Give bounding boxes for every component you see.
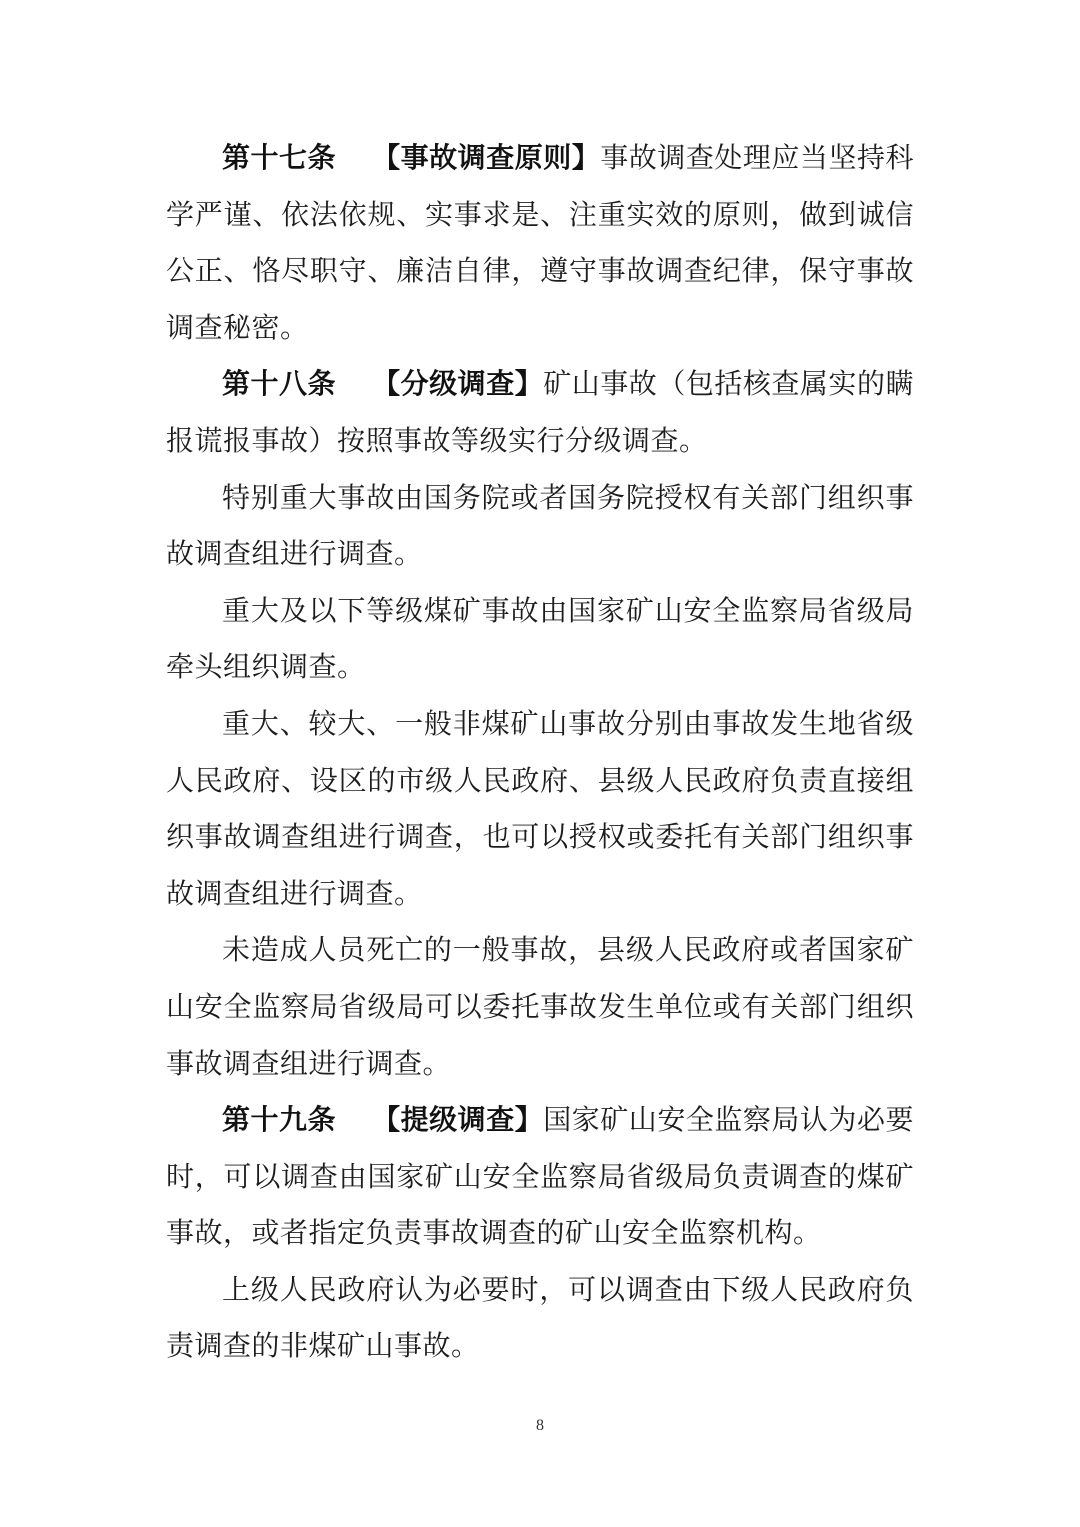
article-19-paragraph — [166, 1092, 914, 1262]
article-17-text: 事故调查处理应当坚持科学严谨、依法依规、实事求是、注重实效的原则，做到诚信公正、恪尽职守、廉洁自律，遵守事故调查纪律，保守事故调查秘密。 — [166, 141, 914, 344]
article-18-number: 第十八条 — [222, 367, 337, 401]
article-18-paragraph-4: 重大、较大、一般非煤矿山事故分别由事故发生地省级人民政府、设区的市级人民政府、县级人民政府负责直接组织事故调查组进行调查，也可以授权或委托有关部门组织事故调查组进行调查。 — [166, 706, 914, 910]
article-18-paragraph-2: 特别重大事故由国务院或者国务院授权有关部门组织事故调查组进行调查。 — [166, 480, 914, 571]
article-19-number: 第十九条 — [222, 1103, 337, 1137]
article-17-title: 【事故调查原则】 — [372, 141, 601, 174]
article-18-paragraph — [166, 356, 914, 469]
article-19-text: 国家矿山安全监察局认为必要时，可以调查由国家矿山安全监察局省级局负责调查的煤矿事故，或者指定负责事故调查的矿山安全监察机构。 — [166, 1103, 914, 1250]
article-18-text: 矿山事故（包括核查属实的瞒报谎报事故）按照事故等级实行分级调查。 — [166, 367, 914, 457]
article-18-paragraph-5: 未造成人员死亡的一般事故，县级人民政府或者国家矿山安全监察局省级局可以委托事故发生单位或有关部门组织事故调查组进行调查。 — [166, 933, 914, 1080]
document-body — [166, 130, 914, 1375]
article-17-paragraph — [166, 130, 914, 356]
page-number: 8 — [536, 1417, 544, 1434]
article-17-number: 第十七条 — [222, 141, 337, 174]
article-18-paragraph-3: 重大及以下等级煤矿事故由国家矿山安全监察局省级局牵头组织调查。 — [166, 593, 914, 684]
article-18-title: 【分级调查】 — [372, 367, 544, 401]
article-19-title: 【提级调查】 — [372, 1103, 544, 1137]
article-19-paragraph-2: 上级人民政府认为必要时，可以调查由下级人民政府负责调查的非煤矿山事故。 — [166, 1272, 914, 1363]
